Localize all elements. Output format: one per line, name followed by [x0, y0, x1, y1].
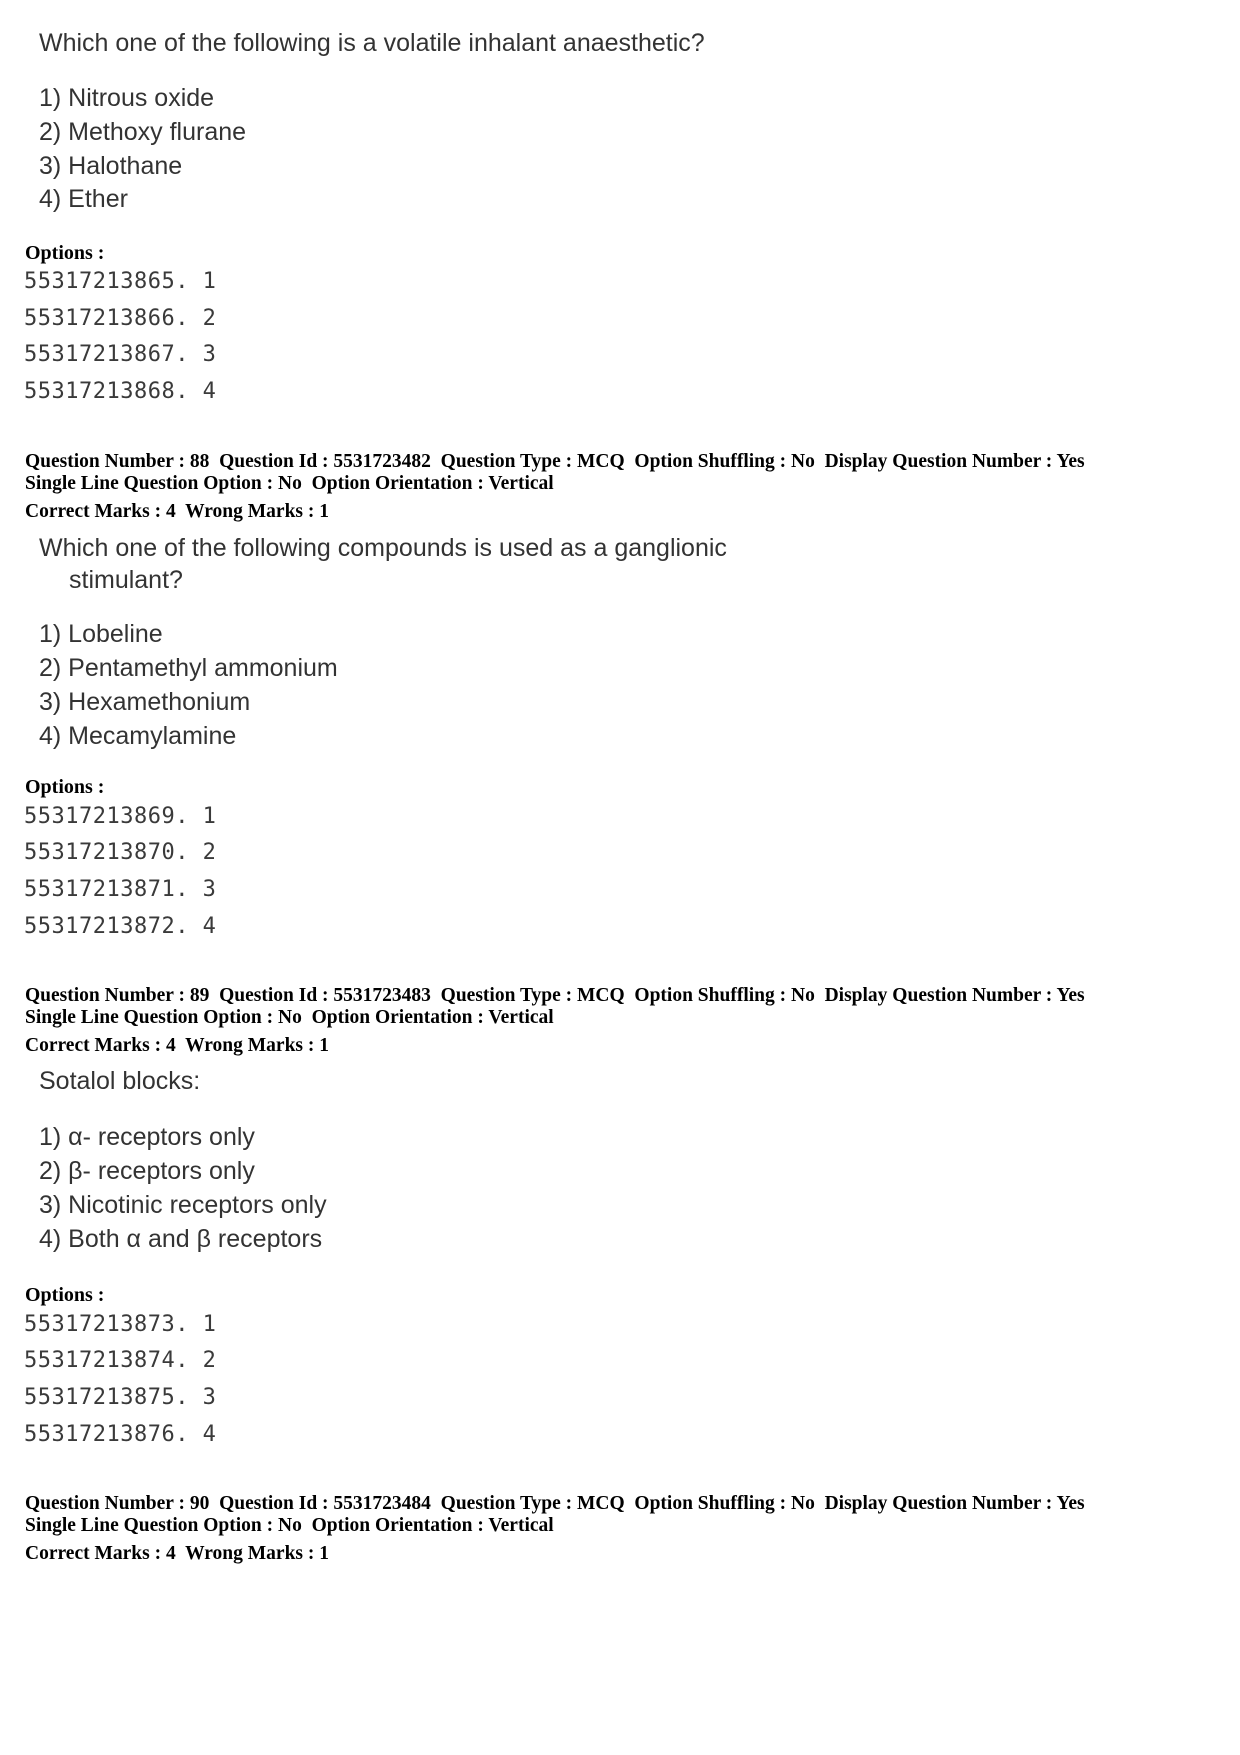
q89-meta-line-1: Question Number : 89 Question Id : 5531723483 Question Type : MCQ Option Shuffling : No Display Question Number : Yes: [25, 985, 1085, 1006]
q90-meta-line-2: Single Line Question Option : No Option Orientation : Vertical: [25, 1515, 554, 1536]
q89-choice-1: 1) α- receptors only: [39, 1123, 255, 1151]
q89-choice-3: 3) Nicotinic receptors only: [39, 1191, 327, 1219]
q87-question-text: Which one of the following is a volatile inhalant anaesthetic?: [39, 29, 705, 57]
q88-meta-line-2: Single Line Question Option : No Option Orientation : Vertical: [25, 473, 554, 494]
q88-choice-3: 3) Hexamethonium: [39, 688, 251, 716]
q88-question-line-2: stimulant?: [69, 566, 183, 594]
q89-choice-2: 2) β- receptors only: [39, 1157, 255, 1185]
q89-option-4: 55317213876. 4: [24, 1422, 217, 1447]
q88-options-label: Options :: [25, 776, 105, 798]
q89-question-text: Sotalol blocks:: [39, 1067, 201, 1095]
q87-choice-4: 4) Ether: [39, 185, 128, 213]
q88-question-line-1: Which one of the following compounds is used as a ganglionic: [39, 534, 727, 562]
q89-options-label: Options :: [25, 1284, 105, 1306]
q90-marks: Correct Marks : 4 Wrong Marks : 1: [25, 1543, 330, 1564]
q89-option-2: 55317213874. 2: [24, 1348, 217, 1373]
q88-choice-4: 4) Mecamylamine: [39, 722, 237, 750]
q90-meta-line-1: Question Number : 90 Question Id : 5531723484 Question Type : MCQ Option Shuffling : No Display Question Number : Yes: [25, 1493, 1085, 1514]
q88-option-4: 55317213872. 4: [24, 914, 217, 939]
q88-marks: Correct Marks : 4 Wrong Marks : 1: [25, 501, 330, 522]
q87-options-label: Options :: [25, 242, 105, 264]
q89-option-1: 55317213873. 1: [24, 1312, 217, 1337]
q87-choice-3: 3) Halothane: [39, 152, 183, 180]
q87-option-4: 55317213868. 4: [24, 379, 217, 404]
q87-option-2: 55317213866. 2: [24, 306, 217, 331]
q88-choice-1: 1) Lobeline: [39, 620, 163, 648]
q87-choice-1: 1) Nitrous oxide: [39, 84, 215, 112]
q88-meta-line-1: Question Number : 88 Question Id : 5531723482 Question Type : MCQ Option Shuffling : No Display Question Number : Yes: [25, 451, 1085, 472]
q88-choice-2: 2) Pentamethyl ammonium: [39, 654, 338, 682]
q88-option-1: 55317213869. 1: [24, 804, 217, 829]
q87-option-3: 55317213867. 3: [24, 342, 217, 367]
q89-choice-4: 4) Both α and β receptors: [39, 1225, 323, 1253]
q89-marks: Correct Marks : 4 Wrong Marks : 1: [25, 1035, 330, 1056]
q89-option-3: 55317213875. 3: [24, 1385, 217, 1410]
q88-option-2: 55317213870. 2: [24, 840, 217, 865]
q89-meta-line-2: Single Line Question Option : No Option Orientation : Vertical: [25, 1007, 554, 1028]
q88-option-3: 55317213871. 3: [24, 877, 217, 902]
q87-option-1: 55317213865. 1: [24, 269, 217, 294]
q87-choice-2: 2) Methoxy flurane: [39, 118, 247, 146]
